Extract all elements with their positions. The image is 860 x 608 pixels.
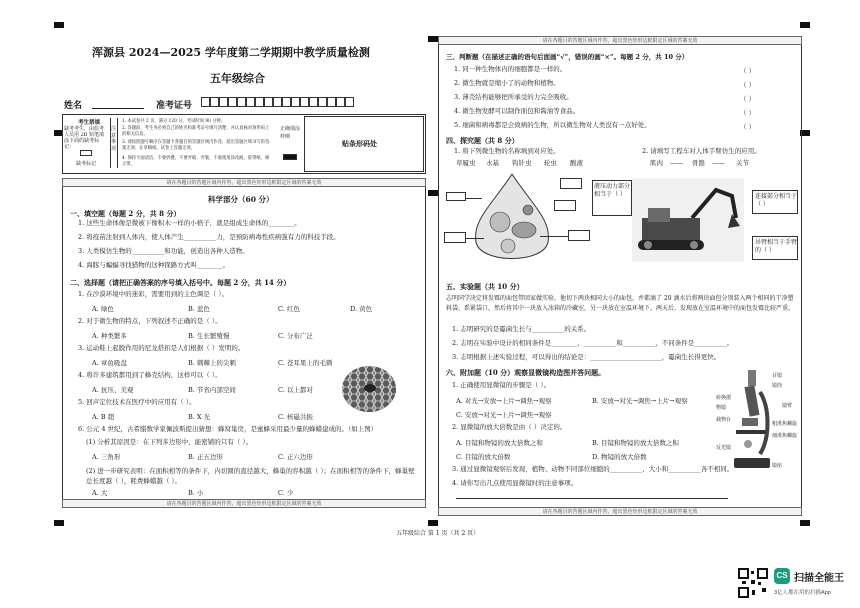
choice-q5-c[interactable]: C. 核磁共振	[278, 413, 313, 421]
scanner-brand: 扫描全能王	[794, 573, 844, 584]
notice-item-2: 2. 答题前，考生务必将自己的姓名和准考证号填写清楚，并认真核对条形码上的相关信息。	[122, 126, 270, 137]
scanner-tagline: 3亿人都在用的扫描App	[774, 590, 831, 596]
choice-q6a-b[interactable]: B. 正五边形	[188, 453, 223, 461]
judge-answer-1[interactable]: （ ）	[740, 67, 756, 75]
registration-mark-bl	[54, 520, 64, 526]
experiment-q3: 3. 志明根据上述实验过程，可以得出的结论是：______________________，霉菌生长得更快。	[452, 353, 721, 361]
registration-mark-bc	[428, 520, 438, 526]
right-top-banner: 请在各题目的答题区域内作答，超出黑色矩形边框限定区域的答案无效	[438, 36, 802, 45]
absent-checkbox[interactable]	[80, 150, 92, 156]
organism-2: 水基	[486, 159, 499, 167]
judge-item-1: 1. 同一种生物体内的细胞都是一样的。	[454, 65, 567, 73]
judge-answer-5[interactable]: （ ）	[740, 123, 756, 131]
organism-1: 草履虫	[456, 159, 476, 167]
excavator-image	[632, 178, 744, 262]
micro-label-arm: 镜臂	[782, 403, 793, 409]
science-title: 科学部分（60 分）	[208, 195, 274, 204]
connect-label: 连接部分相当于（ ）	[755, 193, 798, 208]
name-label: 姓名	[64, 101, 83, 111]
micro-label-objective: 物镜	[716, 405, 727, 411]
choice-q6a-c[interactable]: C. 正六边形	[278, 453, 313, 461]
choice-q4-a[interactable]: A. 抗压、美观	[92, 386, 134, 394]
choice-q3-a[interactable]: A. 章鱼吸盘	[92, 359, 127, 367]
choice-q5: 5. 回声定位技术在医疗中的应用有（ ）。	[78, 398, 196, 406]
choice-q6-part1: (1) 分析其原因是：在下列多边形中，能密铺的只有（ ）。	[86, 438, 253, 446]
drop-line-1	[466, 198, 482, 199]
choice-q3-c[interactable]: C. 苍耳果上的毛刺	[278, 359, 333, 367]
choice-q1-b[interactable]: B. 蓝色	[188, 305, 210, 313]
exam-title: 浑源县 2024—2025 学年度第二学期期中教学质量检测	[92, 46, 370, 59]
organism-5: 酸液	[570, 159, 583, 167]
choice-q1-a[interactable]: A. 绿色	[92, 305, 114, 313]
fill-q2: 2. 将疫苗注射到人体内，使人体产生__________力，是预防病毒性疾病强有力的科技手段。	[78, 233, 340, 241]
choice-q4-c[interactable]: C. 以上都对	[278, 386, 313, 394]
exam-subtitle: 五年级综合	[210, 72, 265, 85]
microorganism-drop-image	[470, 172, 554, 272]
choice-q4: 4. 将许多建筑都用到了蜂壳结构，这样可以（ ）。	[78, 371, 222, 379]
notice-item-4: 4. 保持卡面清洁，不要折叠、不要弄破、弄皱，不准使用涂改液、胶带纸、修正带。	[122, 156, 270, 167]
organism-3: 钩针虫	[512, 159, 532, 167]
choice-q5-a[interactable]: A. B 超	[92, 413, 115, 421]
experiment-q2: 2. 志明在实验中设计的相同条件是________、__________和__________，不同条件是__________。	[452, 339, 734, 347]
drop-answer-box-3[interactable]	[554, 200, 576, 211]
experiment-q1: 1. 志明研究的是霉菌生长与__________的关系。	[452, 325, 591, 333]
micro-label-nosepiece: 转换器	[716, 395, 732, 401]
choice-q1-c[interactable]: C. 红色	[278, 305, 300, 313]
inquiry-q1: 1. 将下列微生物的名称填到对应处。	[454, 147, 560, 155]
judge-title: 三、判断题（在描述正确的语句后面画“√”，错误的画“×”。每题 2 分，共 10 分）	[446, 53, 689, 61]
micro-label-fine: 细准焦螺旋	[772, 433, 798, 439]
drop-answer-box-4[interactable]	[444, 232, 466, 243]
extra-q2-d[interactable]: D. 物镜的放大倍数	[592, 453, 647, 461]
judge-answer-4[interactable]: （ ）	[740, 109, 756, 117]
experiment-desc: 志明同学决定将发霉的面包带回家做实验。他切下两块相同大小的面包，并都滴了 20 滴水后将两块面包分别装入两个相同的干净塑料袋，系紧袋口，然后将其中一块放入冰箱的冷藏室，另一块放在室温环境下。两天后，发现放在室温环境中的面包发霉比较严重。	[446, 295, 795, 312]
choice-q1: 1. 在沙漠环境中的迷彩，需要用到的主色调是（ ）。	[78, 290, 229, 298]
choice-q3-b[interactable]: B. 刺棘上的尖刺	[188, 359, 236, 367]
registration-mark-br	[800, 520, 810, 526]
judge-item-3: 3. 薄壳结构能够把所承受的力完全吸收。	[454, 93, 573, 101]
choice-q1-d[interactable]: D. 黄色	[350, 305, 373, 313]
micro-label-tube: 镜筒	[772, 383, 783, 389]
judge-item-2: 2. 微生物就是缩小了的动物和植物。	[454, 79, 560, 87]
notice-item-3: 3. 请按照题号顺序在答题卡各题目的答题区域内作答，超出答题区域书写的答案无效；在草稿纸、试卷上答题无效。	[122, 140, 270, 151]
micro-label-stage: 载物台	[716, 417, 732, 423]
choice-title: 二、选择题（请把正确答案的序号填入括号中。每题 2 分，共 14 分）	[70, 278, 291, 287]
arm-bone: 骨骼	[692, 159, 705, 167]
extra-q1: 1. 正确使用显微镜的步骤是（ ）。	[452, 381, 551, 389]
drop-line-3	[540, 236, 568, 237]
drop-answer-box-2[interactable]	[560, 178, 582, 189]
extra-q1-c[interactable]: C. 安放→对光→上片→调焦→观察	[456, 411, 552, 419]
candidate-text: 缺考考生，由监考人员用 2B 铅笔填涂下面的缺考标记：	[64, 126, 105, 150]
name-underline[interactable]	[92, 108, 144, 109]
fill-example-label: 正确填涂样例	[280, 126, 301, 140]
registration-mark-tc	[428, 36, 438, 42]
right-bottom-banner: 请在各题目的答题区域内作答，超出黑色矩形边框限定区域的答案无效	[438, 507, 802, 516]
extra-q3: 3. 通过显微镜观察后发现，植物、动物不同部位细胞的__________、大小和__________各不相同。	[452, 465, 734, 473]
micro-label-eyepiece: 目镜	[772, 373, 783, 379]
choice-q6-part2: (2) 进一步研究表明：在面积相等的条件下，内切圆的直径越大，蜂巢的容积越（ ）；在面积相等的条件下，蜂巢壁总长度越（ ），耗费蜂蜡越（ ）。	[86, 467, 415, 486]
left-top-banner: 请在各题目的答题区域内作答，超出黑色矩形边框限定区域的答案无效	[62, 178, 426, 187]
notice-item-1: 1. 本试卷共 2 页，满分 120 分，考试时间 90 分钟。	[122, 119, 226, 124]
fill-example-sample	[283, 154, 297, 160]
extra-q1-a[interactable]: A. 对光→安放→上片→调焦→观察	[456, 397, 552, 405]
judge-answer-3[interactable]: （ ）	[740, 95, 756, 103]
micro-label-coarse: 粗准焦螺旋	[772, 421, 798, 427]
inquiry-q2: 2. 请填写工程车对人体手臂仿生的应用。	[642, 147, 761, 155]
choice-q2-c[interactable]: C. 分布广泛	[278, 332, 313, 340]
registration-mark-mc	[428, 190, 438, 196]
micro-label-mirror: 反光镜	[716, 445, 732, 451]
choice-q5-b[interactable]: B. X 光	[188, 413, 211, 421]
page-footer: 五年级综合 第 1 页（共 2 页）	[396, 530, 480, 537]
registration-mark-tr	[800, 22, 810, 28]
arm-muscle: 肌肉	[650, 159, 663, 167]
arm-arrow-2: ——	[712, 159, 725, 167]
extra-title: 六、附加题（10 分）观察显微镜构造图并答问题。	[446, 368, 606, 377]
hydraulic-label: 液压动力部分相当于（ ）	[594, 183, 631, 198]
fill-blank-title: 一、填空题（每题 2 分，共 8 分）	[70, 209, 181, 218]
choice-q6a-a[interactable]: A. 三角形	[92, 453, 121, 461]
drop-answer-box-5[interactable]	[568, 230, 590, 241]
fill-q4: 4. 海豚与蝙蝠寻找猎物的这种探路方式叫________。	[78, 261, 230, 269]
choice-q6b-a[interactable]: A. 大	[92, 489, 108, 497]
drop-answer-box-1[interactable]	[446, 192, 466, 201]
choice-q6b-c[interactable]: C. 少	[278, 489, 294, 497]
choice-q2: 2. 对于微生物的特点，下列叙述不正确的是（ ）。	[78, 317, 222, 325]
choice-q2-b[interactable]: B. 生长繁殖慢	[188, 332, 230, 340]
choice-q4-b[interactable]: B. 节省内部空间	[188, 386, 236, 394]
exam-id-label: 准考证号	[156, 101, 193, 111]
extra-q2-a[interactable]: A. 目镜和物镜的放大倍数之和	[456, 439, 543, 447]
arm-arrow-1: ——	[670, 159, 683, 167]
experiment-title: 五、实验题（共 10 分）	[446, 282, 524, 291]
extra-q2: 2. 显微镜的放大倍数是由（ ）决定的。	[452, 423, 567, 431]
judge-answer-2[interactable]: （ ）	[740, 81, 756, 89]
candidate-label: 考生禁填	[78, 120, 101, 126]
extra-q2-b[interactable]: B. 目镜和物镜的放大倍数之积	[592, 439, 679, 447]
microscope-image	[732, 368, 772, 472]
extra-q1-b[interactable]: B. 安放→对光→调焦→上片→观察	[592, 397, 688, 405]
fill-q1: 1. 这些生命体像是微被下像积木一样的小格子，就是组成生命体的________。	[78, 219, 301, 227]
registration-mark-tl	[54, 22, 64, 28]
drop-line-2	[466, 238, 484, 239]
judge-item-5: 5. 细菌和病毒都是会致病的生物，所以微生物对人类没有一点好处。	[454, 121, 651, 129]
left-bottom-banner: 请在各题目的答题区域内作答，超出黑色矩形边框限定区域的答案无效	[62, 499, 426, 508]
choice-q2-a[interactable]: A. 种类繁多	[92, 332, 127, 340]
extra-q4: 4. 请你写出几点使用显微镜时的注意事项。	[452, 479, 578, 487]
extra-q4-answer-line[interactable]	[456, 498, 728, 499]
judge-item-4: 4. 微生物发酵可以制作面包和酱油等食品。	[454, 107, 580, 115]
scanner-logo: CS	[774, 568, 790, 584]
barcode-label: 贴条形码处	[342, 139, 377, 148]
absent-mark-label: 缺考标记	[76, 161, 97, 167]
choice-q6b-b[interactable]: B. 小	[188, 489, 204, 497]
attention-title: 注意事项	[111, 126, 117, 152]
arm-joint: 关节	[736, 159, 749, 167]
inquiry-title: 四、探究题（共 8 分）	[446, 136, 519, 145]
fill-q3: 3. 人类模仿生物的__________和功能，创造出各种人造物。	[78, 247, 249, 255]
qr-code	[738, 568, 768, 598]
choice-q3: 3. 运动鞋上起脱作用的尼龙搭扣是人们根据（ ）发明的。	[78, 344, 245, 352]
micro-label-base: 镜座	[772, 463, 783, 469]
choice-q6: 6. 公元 4 世纪，古希腊数学家佩波斯提出猜想：蜂窝巢房，是蜜蜂采用最少量的蜂蜡建成的。（如上图）	[78, 425, 378, 433]
honeycomb-image	[342, 366, 396, 412]
exam-id-boxes[interactable]	[201, 97, 354, 109]
boom-label: 吊臂相当于手臂的（ ）	[755, 239, 798, 254]
organism-4: 轮虫	[544, 159, 557, 167]
extra-q2-c[interactable]: C. 目镜的放大倍数	[456, 453, 511, 461]
